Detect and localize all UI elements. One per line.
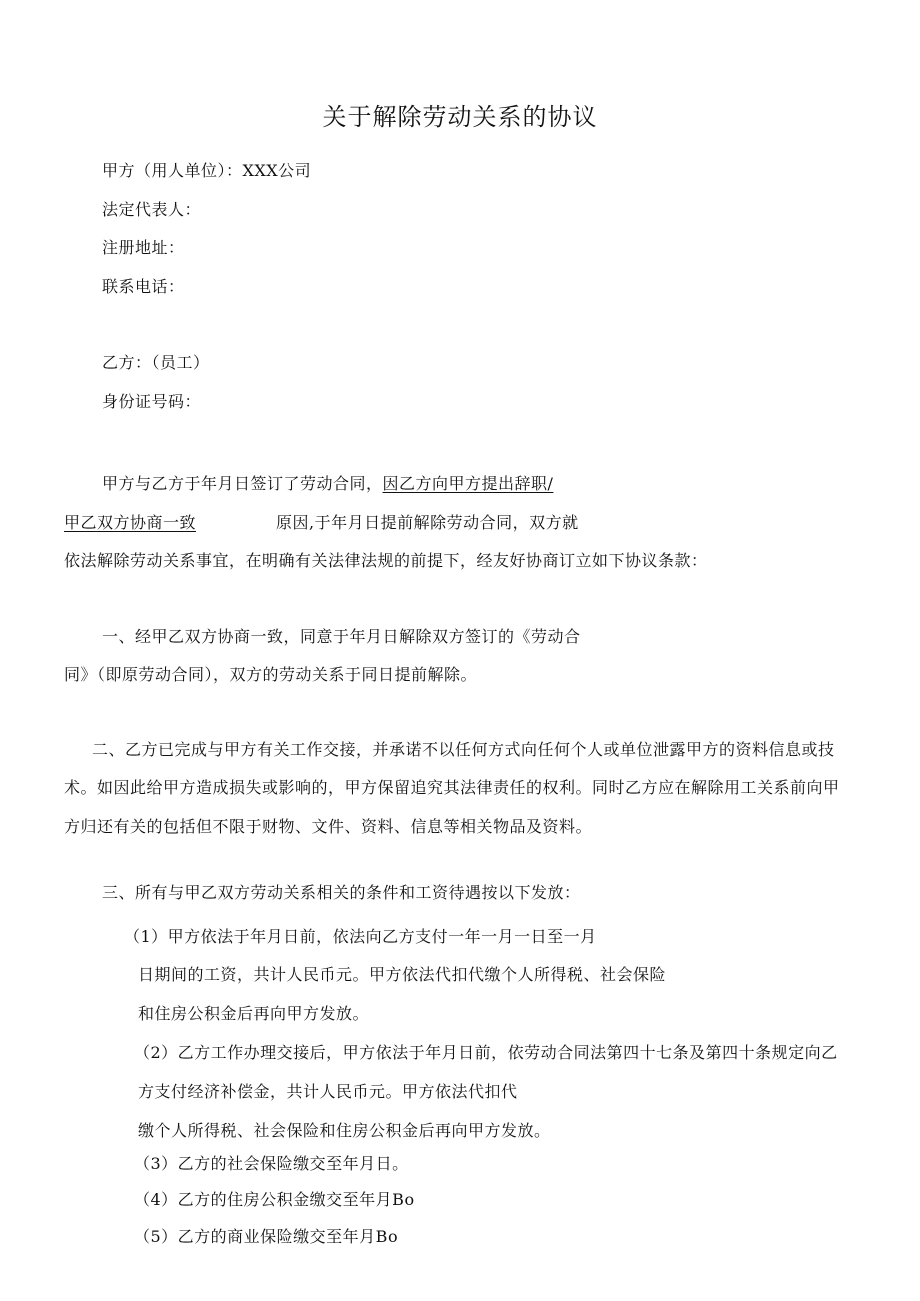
document-title: 关于解除劳动关系的协议 (322, 103, 598, 131)
resignation-reason-blank: 因乙方向甲方提出辞职/ (382, 474, 554, 493)
party-a-address: 注册地址： (102, 238, 185, 257)
clause-3-item-2-line-3: 缴个人所得税、社会保险和住房公积金后再向甲方发放。 (138, 1121, 551, 1140)
clause-3-heading: 三、所有与甲乙双方劳动关系相关的条件和工资待遇按以下发放： (102, 883, 581, 902)
clause-2-line-1: 二、乙方已完成与甲方有关工作交接，并承诺不以任何方式向任何个人或单位泄露甲方的资料信息或技 (92, 740, 835, 759)
clause-3-item-1-line-1: （1）甲方依法于年月日前，依法向乙方支付一年一月一日至一月 (124, 927, 597, 946)
intro-line-1 (102, 473, 553, 495)
clause-3-item-5: （5）乙方的商业保险缴交至年月Bo (134, 1227, 399, 1246)
clause-3-item-1-line-2: 日期间的工资，共计人民币元。甲方依法代扣代缴个人所得税、社会保险 (138, 965, 667, 984)
clause-3-item-4: （4）乙方的住房公积金缴交至年月Bo (134, 1190, 415, 1209)
clause-3-item-3: （3）乙方的社会保险缴交至年月日。 (134, 1154, 409, 1173)
party-a-legal-rep: 法定代表人： (102, 200, 202, 219)
clause-1-line-1: 一、经甲乙双方协商一致，同意于年月日解除双方签订的《劳动合 (102, 627, 581, 646)
clause-3-item-2-line-1: （2）乙方工作办理交接后，甲方依法于年月日前，依劳动合同法第四十七条及第四十条规定向乙 (134, 1043, 838, 1062)
clause-1-line-2: 同》（即原劳动合同），双方的劳动关系于同日提前解除。 (64, 665, 478, 684)
intro-line-1-text: 甲方与乙方于年月日签订了劳动合同， (102, 474, 383, 493)
party-b-name: 乙方：（员工） (102, 353, 210, 372)
party-b-id-number: 身份证号码： (102, 392, 202, 411)
intro-line-3: 依法解除劳动关系事宜，在明确有关法律法规的前提下，经友好协商订立如下协议条款： (64, 551, 708, 570)
intro-line-2-cont: 原因,于年月日提前解除劳动合同，双方就 (276, 513, 579, 532)
party-a-name: 甲方（用人单位）：XXX公司 (102, 161, 312, 180)
intro-line-2 (64, 512, 196, 534)
clause-2-line-2: 术。如因此给甲方造成损失或影响的，甲方保留追究其法律责任的权利。同时乙方应在解除用工关系前向甲 (64, 778, 840, 797)
mutual-agreement-blank: 甲乙双方协商一致 (64, 513, 197, 532)
party-a-phone: 联系电话： (102, 277, 185, 296)
clause-3-item-1-line-3: 和住房公积金后再向甲方发放。 (138, 1004, 370, 1023)
clause-2-line-3: 方归还有关的包括但不限于财物、文件、资料、信息等相关物品及资料。 (64, 817, 593, 836)
clause-3-item-2-line-2: 方支付经济补偿金，共计人民币元。甲方依法代扣代 (138, 1082, 518, 1101)
